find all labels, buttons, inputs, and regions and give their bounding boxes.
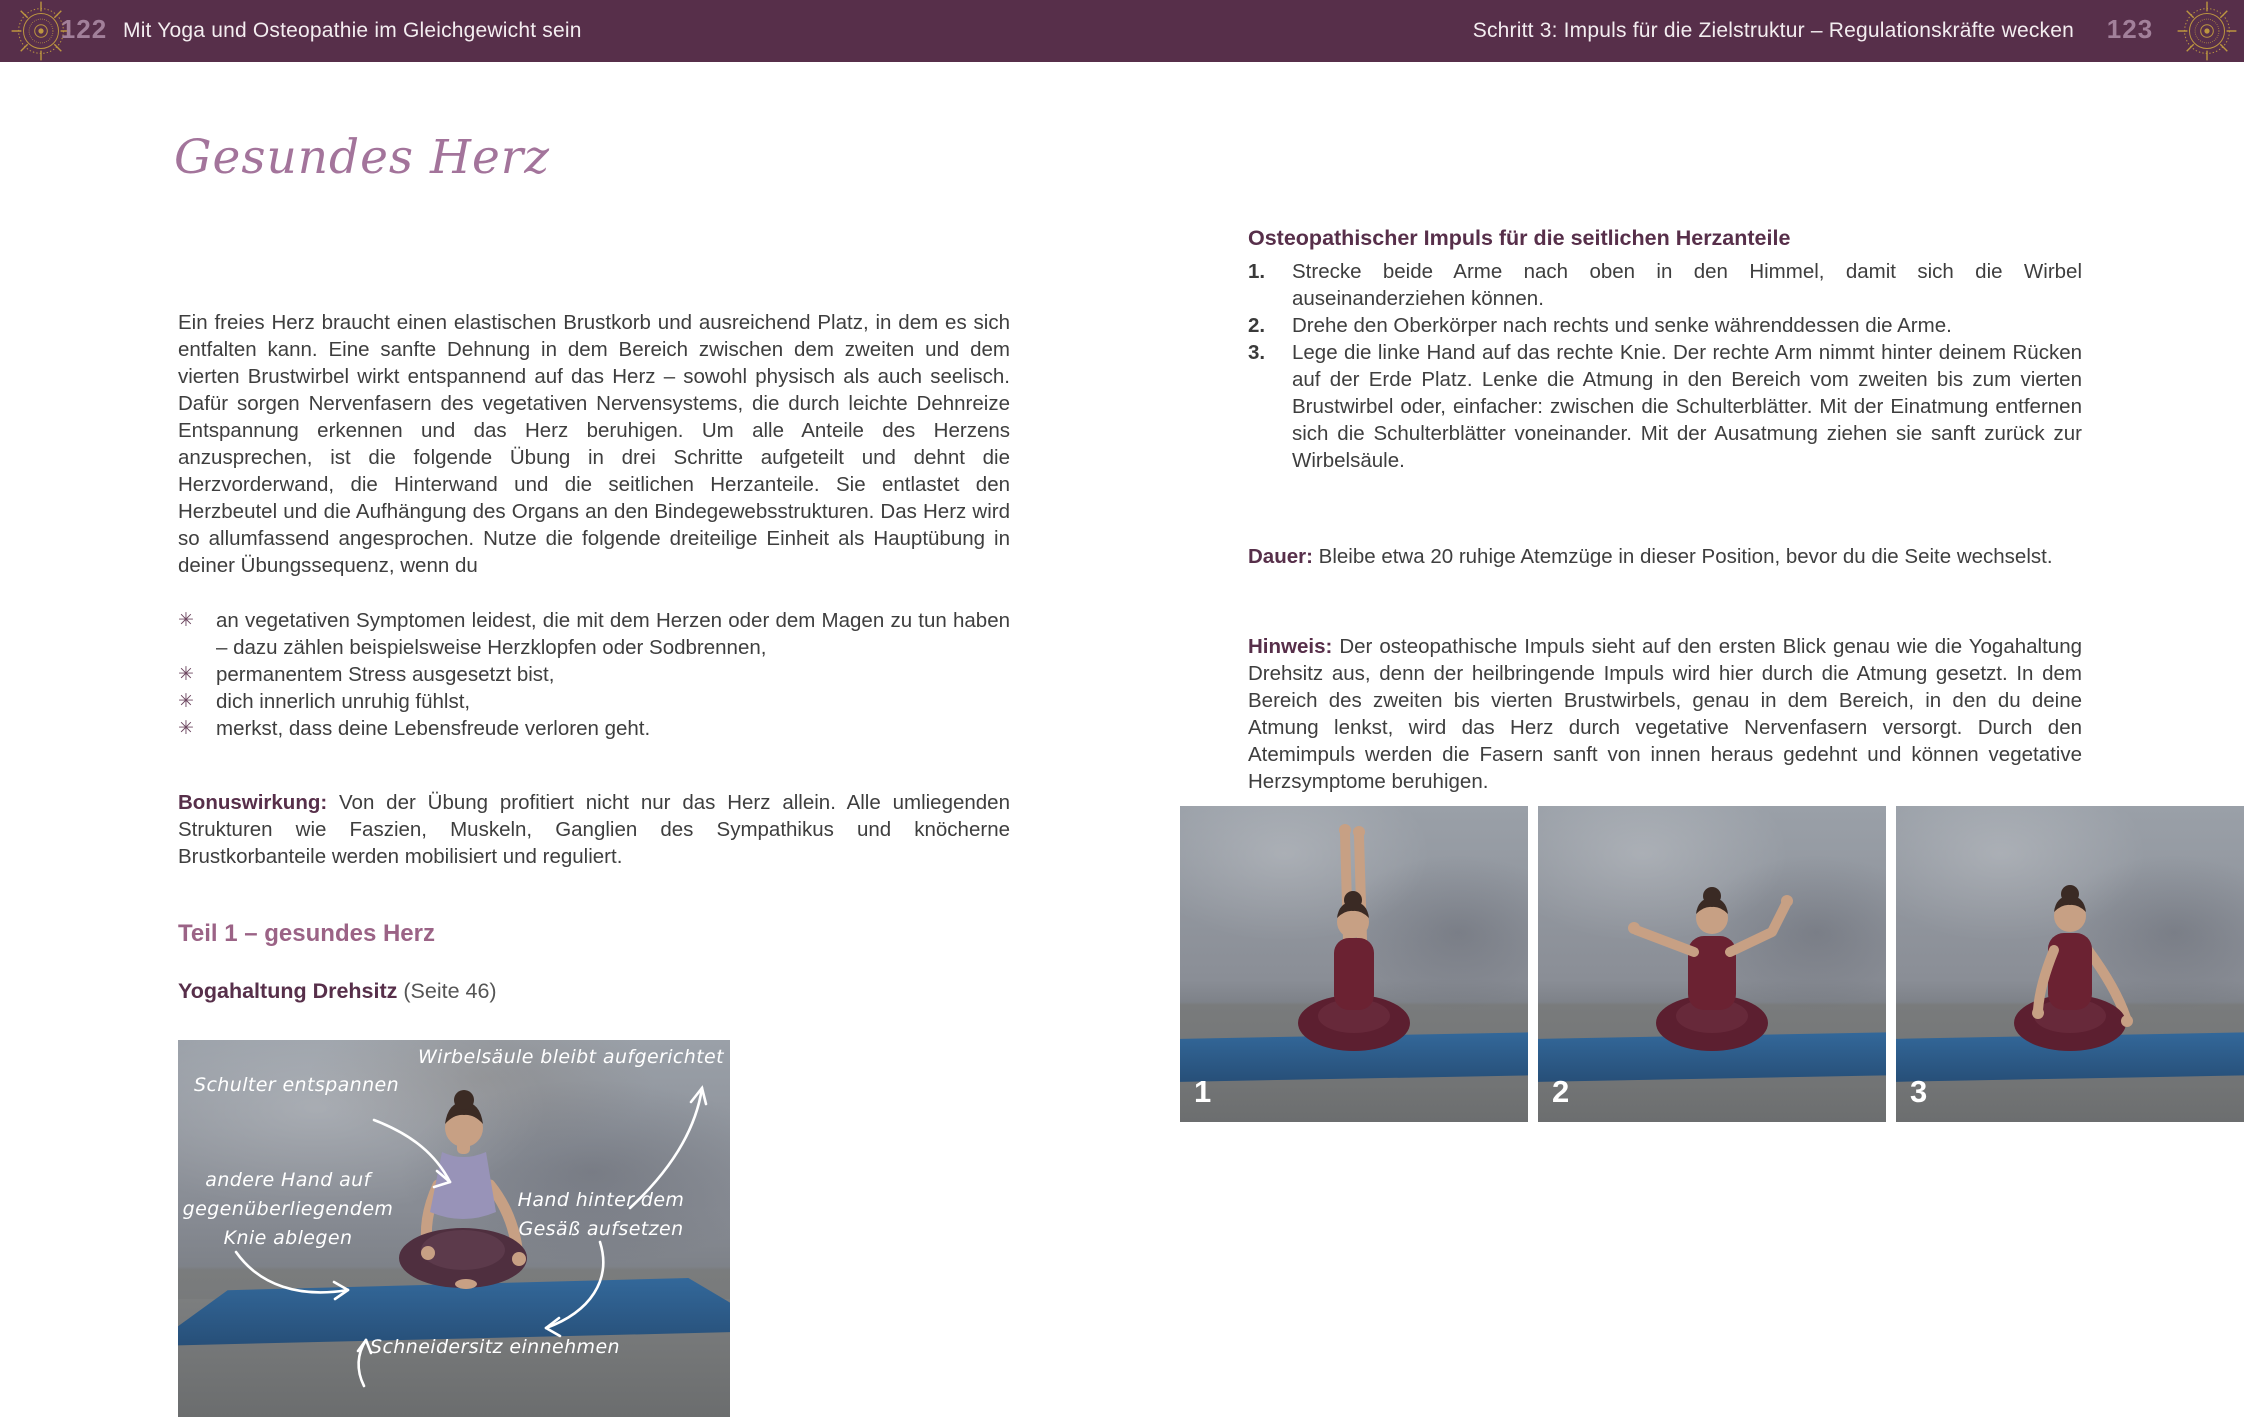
bullet-asterisk-icon: ✳: [178, 610, 194, 631]
bullet-asterisk-icon: ✳: [178, 664, 194, 685]
section-heading: Osteopathischer Impuls für die seitlichen Herzanteile: [1248, 226, 1791, 250]
step-photo-2: [1538, 806, 1886, 1122]
running-head-left: Mit Yoga und Osteopathie im Gleichgewicht sein: [123, 19, 582, 42]
pose-title-line: [178, 979, 497, 1004]
bullet-asterisk-icon: ✳: [178, 718, 194, 739]
intro-paragraph: Ein freies Herz braucht einen elastischen Brustkorb und ausreichend Platz, in dem es sich entfalten kann. Eine sanfte Dehnung in dem Bereich zwischen dem zweiten und dem vierten Brustwirbel wirkt entspannend auf das Herz – sowohl physisch als auch seelisch. Dafür sorgen Nervenfasern des vegetativen Nervensystems, die durch leichte Dehnreize Entspannung erkennen und das Herz beruhigen. Um alle Anteile des Herzens anzusprechen, ist die folgende Übung in drei Schritte aufgeteilt und dehnt die Herzvorderwand, die Hinterwand und die seitlichen Herzanteile. Sie entlastet den Herzbeutel und die Aufhängung des Organs an den Bindegewebsstrukturen. Das Herz wird so allumfassend angesprochen. Nutze die folgende dreiteilige Einheit als Hauptübung in deiner Übungssequenz, wenn du: [178, 310, 1010, 577]
running-head-right: Schritt 3: Impuls für die Zielstruktur – Regulationskräfte wecken: [1472, 19, 2074, 42]
chapter-heading: Gesundes Herz: [174, 130, 551, 185]
duration-paragraph: [1248, 543, 2082, 570]
header-bar: [0, 0, 2244, 62]
page-number-right: 123: [2106, 14, 2154, 44]
step-text: Drehe den Oberkörper nach rechts und senke währenddessen die Arme.: [1292, 314, 1952, 337]
page-number-left: 122: [60, 14, 108, 44]
list-item: [178, 715, 1010, 742]
annotation-hand-knee: andere Hand auf gegenüberliegendem Knie ablegen: [182, 1169, 394, 1249]
symptom-bullet-list: [178, 607, 1010, 742]
list-item: [178, 688, 1010, 715]
note-label: Hinweis:: [1248, 634, 1333, 658]
duration-label: Dauer:: [1248, 544, 1313, 568]
step-number: 2.: [1248, 314, 1266, 337]
bonus-paragraph: [178, 789, 1010, 870]
list-item-text: permanentem Stress ausgesetzt bist,: [216, 663, 555, 686]
step-photo-1: [1180, 806, 1528, 1122]
photo-number-label: 1: [1194, 1074, 1212, 1109]
yoga-figure-twist: [1980, 818, 2160, 1068]
pose-photo-annotated: [178, 1040, 730, 1417]
step-item: [1248, 312, 2082, 339]
bonus-text: Von der Übung profitiert nicht nur das Herz allein. Alle umliegenden Strukturen wie Faszien, Muskeln, Ganglien des Sympathikus und knöcherne Brustkorbanteile werden mobilisiert und reguliert.: [178, 790, 1010, 868]
bonus-label: Bonuswirkung:: [178, 790, 328, 814]
step-item: [1248, 339, 2082, 474]
annotation-arrows: [178, 1040, 730, 1417]
step-photo-strip: [1180, 806, 2244, 1122]
yoga-figure-arms-out: [1622, 818, 1802, 1068]
annotation-spine: Wirbelsäule bleibt aufgerichtet: [417, 1046, 724, 1068]
yoga-figure-arms-up: [1264, 818, 1444, 1068]
duration-text: Bleibe etwa 20 ruhige Atemzüge in dieser Position, bevor du die Seite wechselst.: [1318, 544, 2053, 568]
annotation-hand-behind: Hand hinter dem Gesäß aufsetzen: [517, 1189, 685, 1240]
annotation-seat: Schneidersitz einnehmen: [370, 1336, 620, 1358]
list-item-text: dich innerlich unruhig fühlst,: [216, 690, 471, 713]
photo-number-label: 2: [1552, 1074, 1570, 1109]
pose-name: Yogahaltung Drehsitz: [178, 979, 398, 1003]
part-heading: Teil 1 – gesundes Herz: [178, 920, 435, 947]
photo-number-label: 3: [1910, 1074, 1928, 1109]
step-number: 1.: [1248, 260, 1266, 283]
bullet-asterisk-icon: ✳: [178, 691, 194, 712]
step-number: 3.: [1248, 341, 1266, 364]
note-paragraph: [1248, 633, 2082, 795]
steps-list: [1248, 258, 2082, 474]
step-item: [1248, 258, 2082, 312]
annotation-shoulder: Schulter entspannen: [194, 1074, 400, 1096]
note-text: Der osteopathische Impuls sieht auf den ersten Blick genau wie die Yogahaltung Drehsitz aus, denn der heilbringende Impuls wird hier durch die Atmung gesetzt. In dem Bereich des zweiten bis vierten Brustwirbels, genau in dem Bereich, in den du deine Atmung lenkst, wird das Herz durch vegetative Nervenfasern versorgt. Durch den Atemimpuls werden die Fasern sanft von innen heraus gedehnt und können vegetative Herzsymptome beruhigen.: [1248, 634, 2082, 793]
list-item: [178, 661, 1010, 688]
mandala-icon: [2172, 0, 2242, 66]
list-item-text: merkst, dass deine Lebensfreude verloren geht.: [216, 717, 651, 740]
step-photo-3: [1896, 806, 2244, 1122]
step-text: Lege die linke Hand auf das rechte Knie. Der rechte Arm nimmt hinter deinem Rücken auf der Erde Platz. Lenke die Atmung in den Bereich vom zweiten bis zum vierten Brustwirbel oder, einfacher: zwischen die Schulterblätter. Mit der Einatmung entfernen sich die Schulterblätter voneinander. Mit der Ausatmung ziehen sie sanft zurück zur Wirbelsäule.: [1292, 341, 2082, 472]
pose-page-reference: (Seite 46): [403, 979, 497, 1003]
list-item: [178, 607, 1010, 661]
list-item-text: an vegetativen Symptomen leidest, die mit dem Herzen oder dem Magen zu tun haben – dazu zählen beispielsweise Herzklopfen oder Sodbrennen,: [216, 609, 1010, 659]
step-text: Strecke beide Arme nach oben in den Himmel, damit sich die Wirbel auseinanderziehen können.: [1292, 260, 2082, 310]
